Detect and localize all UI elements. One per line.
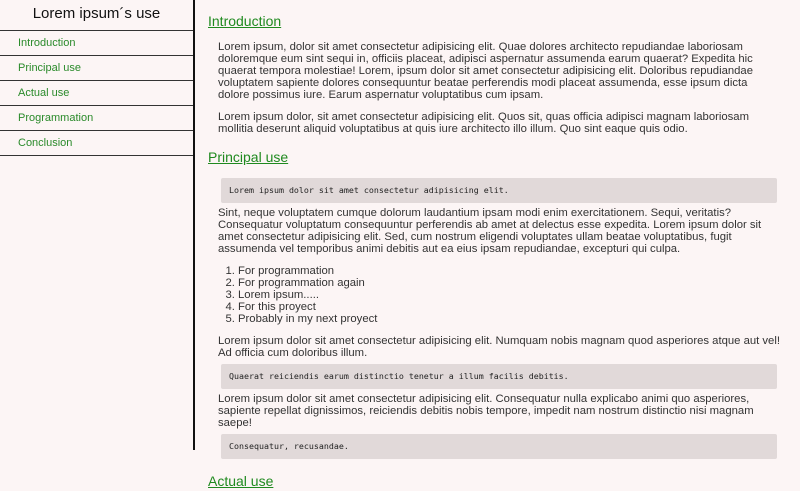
list-item: 2. For programmation again xyxy=(238,277,780,289)
section-heading: Actual use xyxy=(208,473,274,489)
nav-link-introduction[interactable]: Introduction xyxy=(0,31,193,56)
paragraph: Lorem ipsum dolor, sit amet consectetur adipisicing elit. Quos sit, quas officia adipisci magnam laboriosam mollitia deserunt aliquid voluptatibus at quis iure architecto illo illum. Quo sint eaque quis odio. xyxy=(218,111,749,135)
paragraph: Lorem ipsum dolor sit amet consectetur adipisicing elit. Consequatur nulla explicabo animi quo asperiores, sapiente repellat dignissimos, reiciendis debitis nobis tempore, impedit nam nostrum distinctio nisi magnam saepe! xyxy=(218,393,754,429)
nav-link-actual-use[interactable]: Actual use xyxy=(0,81,193,106)
paragraph: Lorem ipsum dolor sit amet consectetur adipisicing elit. Numquam nobis magnam quod asperiores atque aut vel! Ad officia cum doloribus illum. xyxy=(218,335,780,359)
list-item: 3. Lorem ipsum..... xyxy=(238,289,780,301)
nav-link-conclusion[interactable]: Conclusion xyxy=(0,131,193,156)
section-heading: Introduction xyxy=(208,13,282,29)
list-item: 1. For programmation xyxy=(238,265,780,277)
code-block: Quaerat reiciendis earum distinctio tenetur a illum facilis debitis. xyxy=(221,364,777,389)
section-principal-use xyxy=(208,149,780,459)
paragraph: Sint, neque voluptatem cumque dolorum laudantium ipsam modi enim exercitationem. Sequi, veritatis? Consequatur voluptatum consequuntur perferendis ab amet at delectus esse expedita. Lorem ipsum dolor sit amet consectetur adipisicing elit. Sed, cum nostrum eligendi voluptates ullam beatae voluptatibus, fugit assumenda vel temporibus animi debitis aut ea eius ipsam repudiandae, excepturi qui culpa. xyxy=(218,207,762,255)
list-item: 5. Probably in my next proyect xyxy=(238,313,780,325)
section-heading: Principal use xyxy=(208,149,289,165)
nav-title: Lorem ipsum´s use xyxy=(0,0,193,31)
list-item: 4. For this proyect xyxy=(238,301,780,313)
nav-link-principal-use[interactable]: Principal use xyxy=(0,56,193,81)
section-actual-use xyxy=(208,473,780,491)
navbar xyxy=(0,0,195,450)
paragraph: Lorem ipsum, dolor sit amet consectetur adipisicing elit. Quae dolores architecto repudiandae laboriosam doloremque eum sint sequi in, officiis placeat, adipisci aspernatur assumenda earum quaerat? Expedita hic quaerat tempora molestiae! Lorem, ipsum dolor sit amet consectetur adipisicing elit. Doloribus repudiandae voluptatem sapiente dolores consequuntur beatae perferendis modi placeat assumenda, esse ipsum dicta dolore possimus iure. Earum aspernatur voluptatibus cum ipsam. xyxy=(218,41,753,101)
nav-link-programmation[interactable]: Programmation xyxy=(0,106,193,131)
code-block: Lorem ipsum dolor sit amet consectetur adipisicing elit. xyxy=(221,178,777,203)
section-introduction xyxy=(208,13,780,135)
code-block: Consequatur, recusandae. xyxy=(221,434,777,459)
ordered-list xyxy=(238,265,780,325)
main-content xyxy=(208,0,780,491)
